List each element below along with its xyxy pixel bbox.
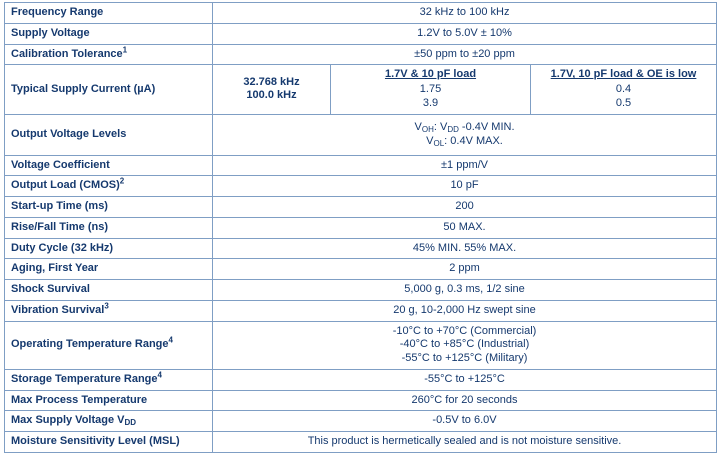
spec-sheet	[0, 2, 723, 452]
voh-v: V	[414, 120, 422, 133]
current-col-oe-low-value-2: 0.5	[615, 96, 632, 109]
row-label-calibration-tolerance	[5, 44, 213, 65]
row-label-output-voltage-levels: Output Voltage Levels	[5, 114, 213, 155]
table-row	[5, 197, 717, 218]
row-label-output-load	[5, 176, 213, 197]
label-text: Storage Temperature Range	[11, 372, 158, 385]
footnote-marker: 4	[157, 370, 162, 380]
vol-tail: : 0.4V MAX.	[444, 134, 503, 147]
table-row	[5, 3, 717, 24]
row-value-moisture-sensitivity-level: This product is hermetically sealed and is not moisture sensitive.	[213, 432, 717, 453]
row-value-max-process-temperature: 260°C for 20 seconds	[213, 390, 717, 411]
row-value-output-voltage-levels	[213, 114, 717, 155]
voh-rest: : V	[433, 120, 448, 133]
row-label-aging-first-year: Aging, First Year	[5, 259, 213, 280]
frequency-line-2: 100.0 kHz	[246, 89, 297, 102]
row-label-max-supply-voltage	[5, 411, 213, 432]
table-row	[5, 390, 717, 411]
row-value-startup-time: 200	[213, 197, 717, 218]
voh-tail: -0.4V MIN.	[458, 120, 515, 133]
label-text: Vibration Survival	[11, 303, 105, 316]
label-text: Calibration Tolerance	[11, 47, 123, 60]
row-value-shock-survival: 5,000 g, 0.3 ms, 1/2 sine	[213, 280, 717, 301]
row-label-frequency-range: Frequency Range	[5, 3, 213, 24]
label-text: Output Load (CMOS)	[11, 179, 120, 192]
row-value-duty-cycle: 45% MIN. 55% MAX.	[213, 238, 717, 259]
row-value-frequency-range: 32 kHz to 100 kHz	[213, 3, 717, 24]
label-text: Max Supply Voltage V	[11, 414, 125, 427]
row-label-moisture-sensitivity-level: Moisture Sensitivity Level (MSL)	[5, 432, 213, 453]
row-label-rise-fall-time: Rise/Fall Time (ns)	[5, 217, 213, 238]
voh-subscript-2: DD	[447, 124, 459, 134]
table-row	[5, 114, 717, 155]
voh-subscript: OH	[421, 124, 434, 134]
footnote-marker: 4	[168, 335, 173, 345]
row-value-operating-temperature-range	[213, 321, 717, 369]
row-label-startup-time: Start-up Time (ms)	[5, 197, 213, 218]
table-row	[5, 217, 717, 238]
frequency-values-cell	[213, 65, 331, 114]
vol-v: V	[426, 134, 434, 147]
table-row	[5, 259, 717, 280]
table-row	[5, 369, 717, 390]
row-label-voltage-coefficient: Voltage Coefficient	[5, 155, 213, 176]
current-col-oe-low-header: 1.7V, 10 pF load & OE is low	[550, 68, 697, 81]
table-row	[5, 238, 717, 259]
footnote-marker: 2	[119, 176, 125, 186]
row-value-calibration-tolerance: ±50 ppm to ±20 ppm	[213, 44, 717, 65]
row-label-max-process-temperature: Max Process Temperature	[5, 390, 213, 411]
footnote-marker: 1	[122, 44, 128, 54]
row-label-operating-temperature-range	[5, 321, 213, 369]
voh-line	[219, 121, 710, 135]
current-col-load-value-1: 1.75	[419, 83, 442, 95]
table-row	[5, 280, 717, 301]
current-col-load-header: 1.7V & 10 pF load	[384, 68, 477, 81]
table-row	[5, 321, 717, 369]
row-label-duty-cycle: Duty Cycle (32 kHz)	[5, 238, 213, 259]
row-label-shock-survival: Shock Survival	[5, 280, 213, 301]
row-value-storage-temperature-range: -55°C to +125°C	[213, 369, 717, 390]
vdd-subscript: DD	[124, 418, 137, 428]
row-label-vibration-survival	[5, 300, 213, 321]
row-label-supply-voltage: Supply Voltage	[5, 23, 213, 44]
footnote-marker: 3	[104, 301, 109, 311]
label-text: Operating Temperature Range	[11, 338, 169, 351]
current-col-oe-low-value-1: 0.4	[615, 83, 632, 95]
table-row	[5, 300, 717, 321]
table-row	[5, 176, 717, 197]
specifications-table	[4, 2, 717, 453]
operating-temp-military: -55°C to +125°C (Military)	[401, 352, 528, 364]
vol-subscript: OL	[433, 138, 445, 148]
row-label-typical-supply-current: Typical Supply Current (µA)	[5, 65, 213, 114]
row-value-output-load: 10 pF	[213, 176, 717, 197]
current-col-load-value-2: 3.9	[422, 96, 439, 109]
row-value-aging-first-year: 2 ppm	[213, 259, 717, 280]
table-row	[5, 432, 717, 453]
row-value-voltage-coefficient: ±1 ppm/V	[213, 155, 717, 176]
table-row	[5, 44, 717, 65]
row-value-max-supply-voltage: -0.5V to 6.0V	[213, 411, 717, 432]
frequency-line-1: 32.768 kHz	[243, 75, 300, 88]
operating-temp-industrial: -40°C to +85°C (Industrial)	[399, 338, 530, 351]
row-value-rise-fall-time: 50 MAX.	[213, 217, 717, 238]
current-col-oe-low	[531, 65, 717, 114]
table-row	[5, 411, 717, 432]
operating-temp-commercial: -10°C to +70°C (Commercial)	[392, 324, 537, 337]
table-row	[5, 155, 717, 176]
current-col-load	[331, 65, 531, 114]
row-label-storage-temperature-range	[5, 369, 213, 390]
vol-line	[219, 135, 710, 149]
table-row	[5, 65, 717, 114]
row-value-supply-voltage: 1.2V to 5.0V ± 10%	[213, 23, 717, 44]
table-row	[5, 23, 717, 44]
row-value-vibration-survival: 20 g, 10-2,000 Hz swept sine	[213, 300, 717, 321]
